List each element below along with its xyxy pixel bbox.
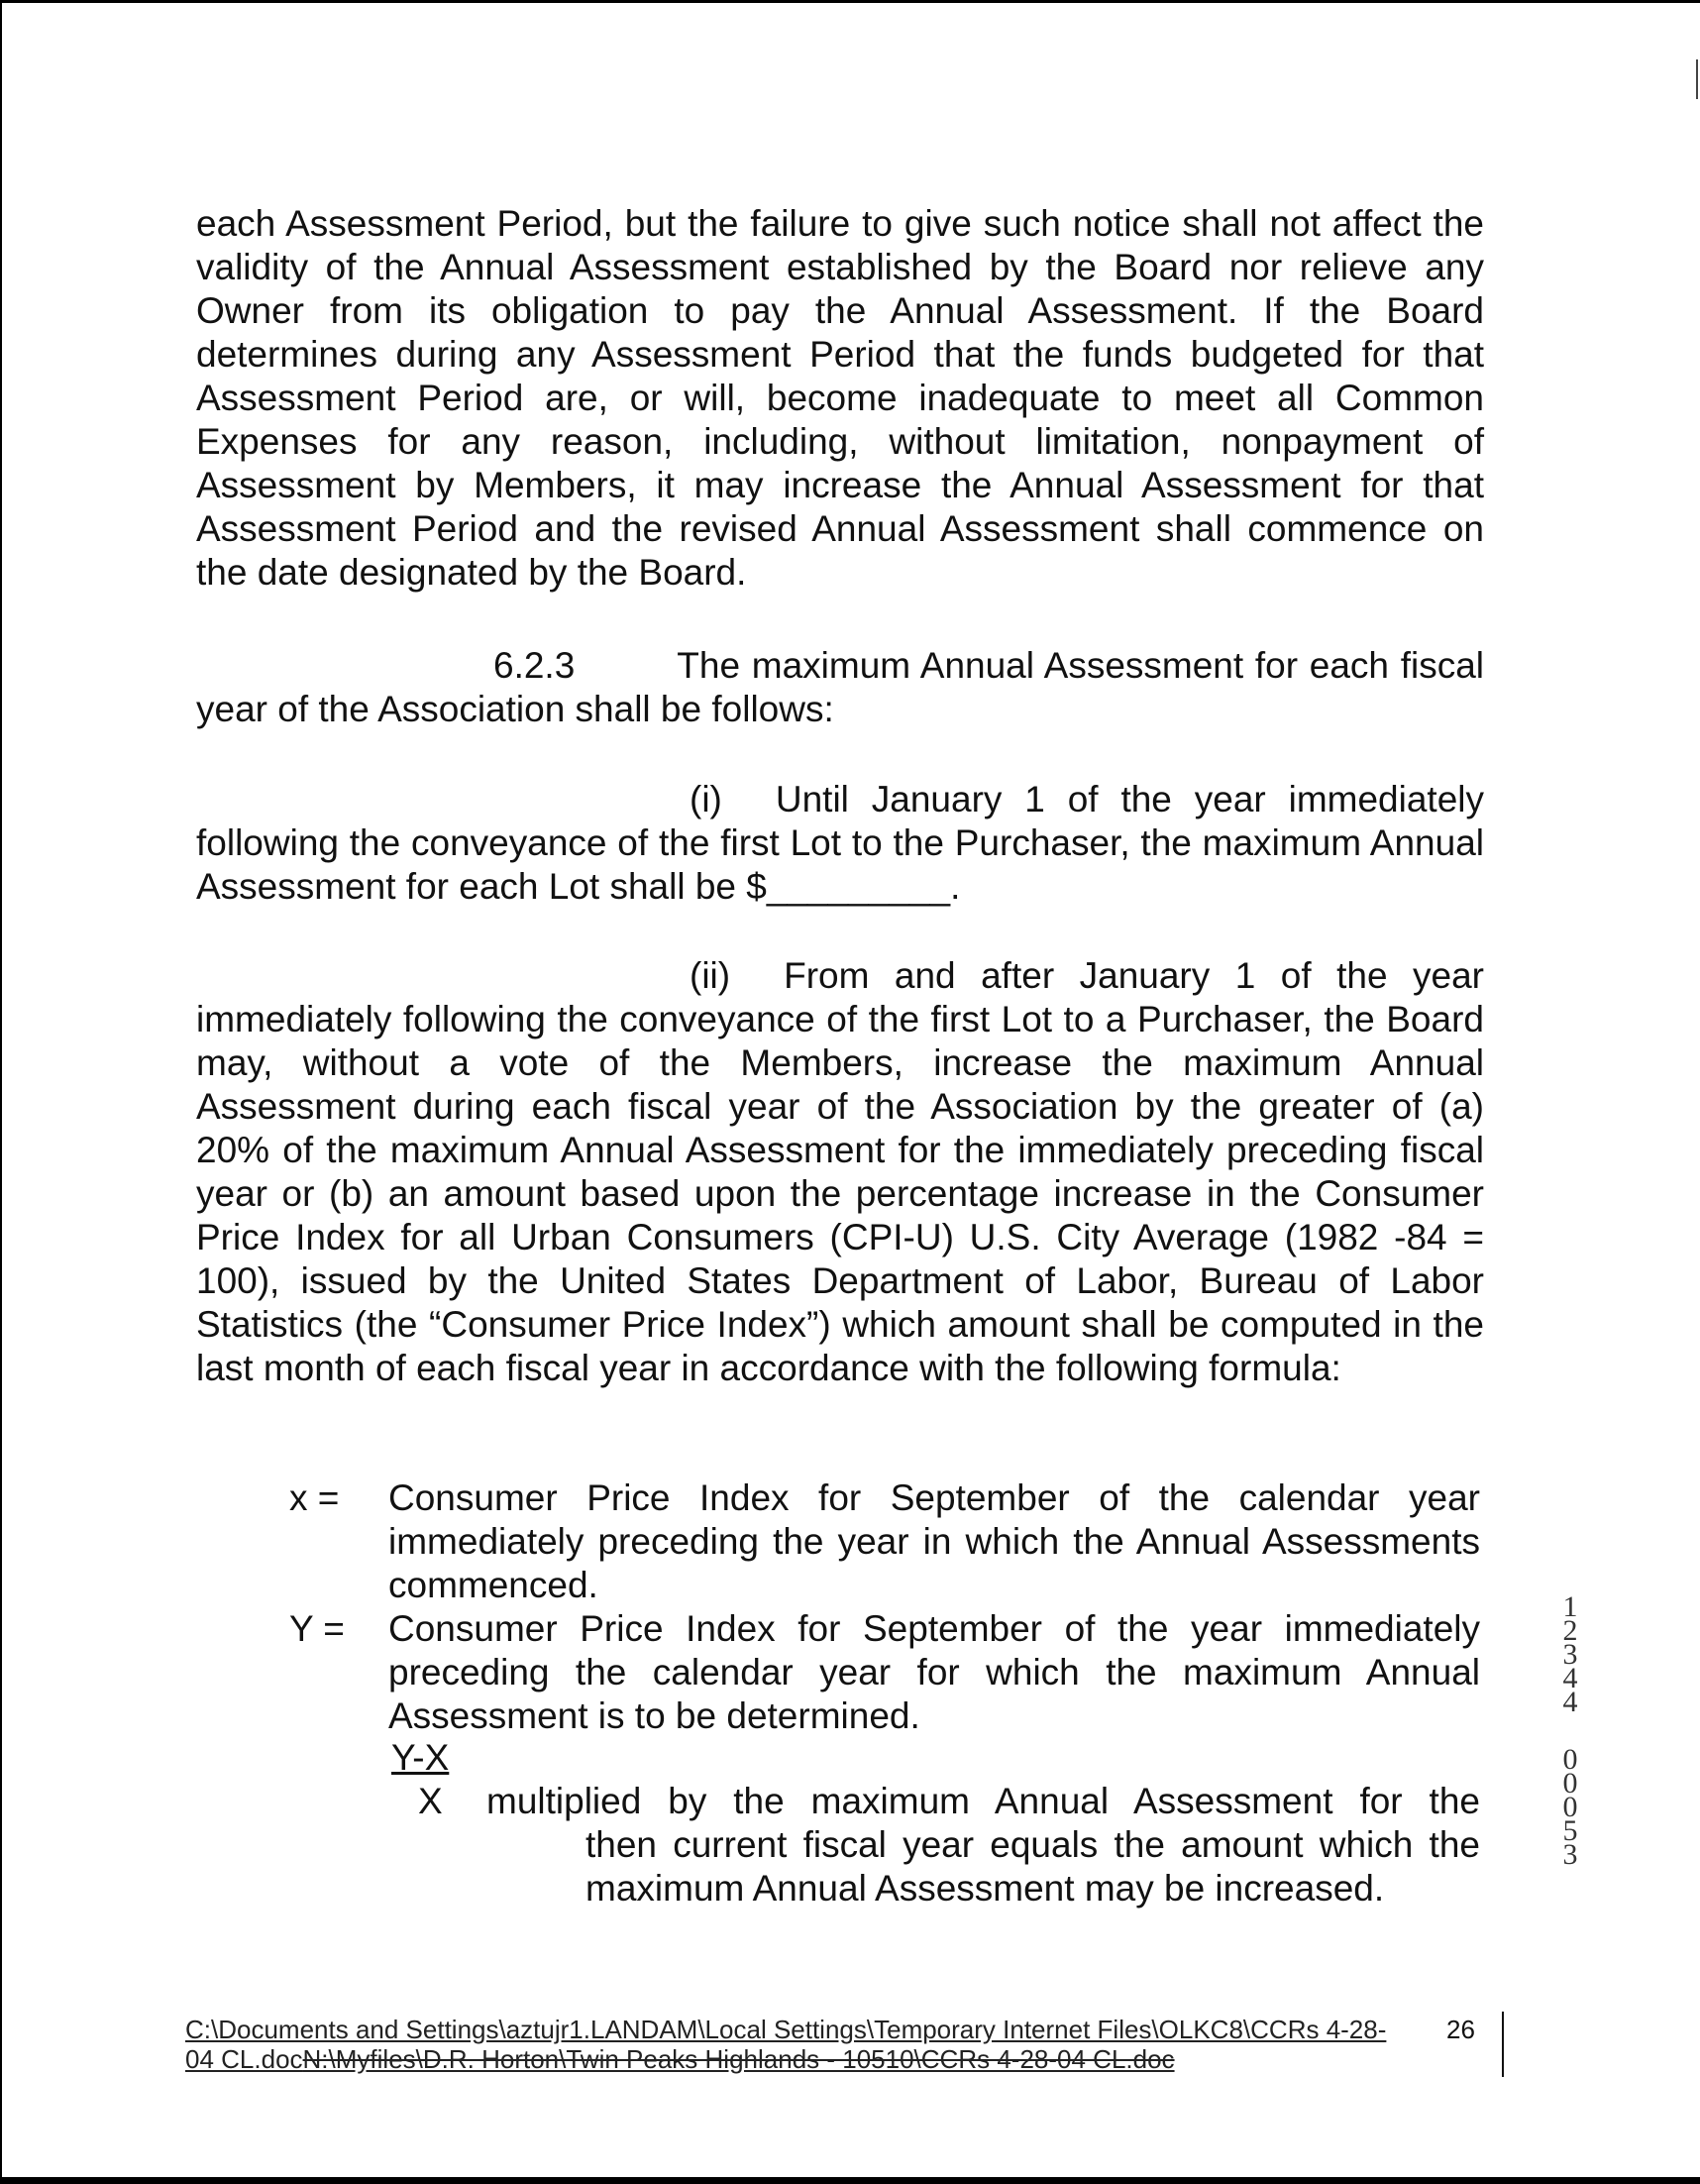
bates-digit: 5: [1562, 1814, 1578, 1847]
bates-digit: 0: [1562, 1743, 1578, 1776]
bates-digit: 1: [1562, 1590, 1578, 1623]
bates-digit: 2: [1562, 1614, 1578, 1647]
paragraph-assessment-notice: each Assessment Period, but the failure to give such notice shall not affect the validity of the Annual Assessment established by the Board nor relieve any Owner from its obligation to pay the Annual Assessment. If the Board determines during any Assessment Period that the funds budgeted for that Assessment Period are, or will, become inadequate to meet all Common Expenses for any reason, including, without limitation, nonpayment of Assessment by Members, it may increase the Annual Assessment for that Assessment Period and the revised Annual Assessment shall commence on the date designated by the Board.: [196, 203, 1484, 593]
footer-path-struck: N:\Myfiles\D.R. Horton\Twin Peaks Highlands - 10510\CCRs 4-28-04 CL.doc: [302, 2044, 1175, 2074]
item-ii: [196, 954, 1484, 1390]
item-i: [196, 778, 1484, 909]
x-definition-text: Consumer Price Index for September of the calendar year immediately preceding the year in which the Annual Assessments commenced.: [388, 1477, 1480, 1605]
page-number: 26: [1446, 2015, 1475, 2044]
formula-text-first-line: multiplied by the maximum Annual Assessment for the: [486, 1781, 1480, 1821]
scan-border-left: [0, 0, 2, 2184]
item-ii-label: (ii): [690, 955, 731, 996]
bates-digit: 3: [1562, 1638, 1578, 1671]
bates-digit: 0: [1562, 1767, 1578, 1800]
item-ii-text: From and after January 1 of the year immediately following the conveyance of the first Lot to a Purchaser, the Board may, without a vote of the Members, increase the maximum Annual Assessment during each fiscal year of the Association by the greater of (a) 20% of the maximum Annual Assessment for the immediately preceding fiscal year or (b) an amount based upon the percentage increase in the Consumer Price Index for all Urban Consumers (CPI-U) U.S. City Average (1982 -84 = 100), issued by the United States Department of Labor, Bureau of Labor Statistics (the “Consumer Price Index”) which amount shall be computed in the last month of each fiscal year in accordance with the following formula:: [196, 955, 1484, 1388]
formula-text-rest: then current fiscal year equals the amount which the maximum Annual Assessment may be increased.: [585, 1824, 1480, 1909]
bates-digit: 3: [1562, 1838, 1578, 1871]
section-number: 6.2.3: [493, 645, 576, 686]
scan-mark: [1696, 59, 1698, 99]
bates-digit: 0: [1562, 1791, 1578, 1823]
page-number-rule: [1502, 2012, 1504, 2077]
scan-border-bottom: [0, 2177, 1700, 2184]
section-text: The maximum Annual Assessment for each fiscal year of the Association shall be follows:: [196, 645, 1484, 729]
bates-digit: 4: [1562, 1686, 1578, 1718]
fraction-denominator: X: [418, 1781, 443, 1821]
item-i-text: Until January 1 of the year immediately following the conveyance of the first Lot to the Purchaser, the maximum Annual Assessment for each Lot shall be $_________.: [196, 779, 1484, 907]
y-definition-label: Y =: [289, 1608, 345, 1649]
x-definition-label: x =: [289, 1477, 340, 1518]
bates-digit: 4: [1562, 1662, 1578, 1694]
section-6-2-3: [196, 644, 1484, 731]
y-definition-text: Consumer Price Index for September of the year immediately preceding the calendar year for which the maximum Annual Assessment is to be determined.: [388, 1608, 1480, 1736]
footer-path-current: C:\Documents and Settings\aztujr1.LANDAM\Local Settings\Temporary Internet Files\OLKC8\CCRs 4-28-04 CL.doc: [185, 2015, 1387, 2074]
item-i-label: (i): [690, 779, 722, 819]
bates-number: [1550, 1590, 1590, 1871]
scan-border-top: [0, 0, 1700, 3]
fraction-numerator: Y-X: [391, 1737, 450, 1778]
footer-file-path: [185, 2015, 1404, 2074]
